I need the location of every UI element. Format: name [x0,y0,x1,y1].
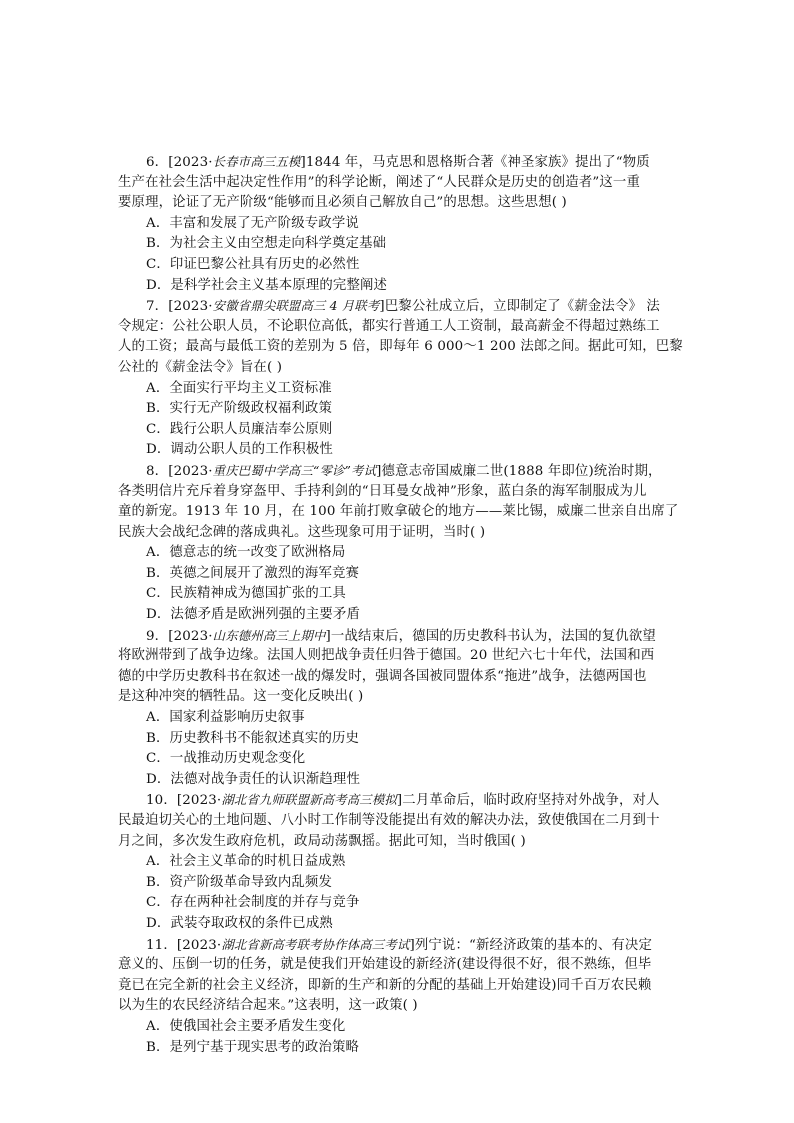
option-b: B．资产阶级革命导致内乱频发 [146,874,333,890]
option-c: C．一战推动历史观念变化 [146,751,306,767]
option-b: B．历史教科书不能叙述真实的历史 [146,730,360,746]
question-stem-line: 要原理，论证了无产阶级“能够而且必须自己解放自己”的思想。这些思想( ) [118,195,567,211]
option-d: D．是科学社会主义基本原理的完整阐述 [146,277,388,293]
option-c: C．印证巴黎公社具有历史的必然性 [146,256,360,272]
question-stem-line: 人的工资；最高与最低工资的差别为 5 倍，即每年 6 000～1 200 法郎之间。据此可知，巴黎 [118,339,683,355]
question-stem-line: 竟已在完全新的社会主义经济，即新的生产和新的分配的基础上开始建设)同千百万农民赖 [118,977,652,993]
question-source: 湖北省新高考联考协作体高三考试 [221,936,410,952]
question-stem-line: 是这种冲突的牺牲品。这一变化反映出( ) [118,689,364,705]
question-stem-text: ]二月革命后，临时政府坚持对外战争，对人 [396,793,660,809]
question-stem-line [118,461,680,482]
question-stem-line [118,152,680,173]
question-number: 9．[2023· [146,628,213,644]
question-source: 安徽省鼎尖联盟高三 4 月联考 [212,298,380,314]
option-a: A．丰富和发展了无产阶级专政学说 [146,215,359,231]
question-number: 11．[2023· [146,937,222,953]
option-a: A．使俄国社会主要矛盾发生变化 [146,1018,346,1034]
question-stem-line: 以为生的农民经济结合起来。”这表明，这一政策( ) [118,998,418,1014]
option-d: D．调动公职人员的工作积极性 [146,442,333,458]
question-stem-line: 公社的《薪金法令》旨在( ) [118,359,283,375]
question-9 [118,626,680,791]
option-b: B．是列宁基于现实思考的政治策略 [146,1039,360,1055]
question-stem-line [118,296,680,317]
question-8 [118,461,680,626]
question-number: 6．[2023· [146,155,213,170]
question-stem-line: 将欧洲带到了战争边缘。法国人则把战争责任归咎于德国。20 世纪六七十年代，法国和西 [118,648,655,664]
option-b: B．为社会主义由空想走向科学奠定基础 [146,236,387,252]
question-list [118,152,683,1058]
option-a: A．全面实行平均主义工资标准 [146,380,332,396]
option-c: C．民族精神成为德国扩张的工具 [146,586,346,602]
question-source: 长春市高三五模 [212,154,301,169]
question-stem-text: ]德意志帝国威廉二世(1888 年即位)统治时期， [376,463,662,479]
option-a: A．德意志的统一改变了欧洲格局 [146,545,346,561]
question-number: 7．[2023· [146,299,213,315]
question-stem-line: 民最迫切关心的土地问题、八小时工作制等没能提出有效的解决办法，致使俄国在二月到十 [118,813,660,828]
option-a: A．社会主义革命的时机日益成熟 [146,854,346,870]
question-stem-line [118,935,680,956]
question-7 [118,296,683,461]
question-stem-text: ]巴黎公社成立后，立即制定了《薪金法令》 法 [379,299,660,315]
question-stem-line: 令规定：公社公职人员，不论职位高低，都实行普通工人工资制，最高薪金不得超过熟练工 [118,318,660,334]
question-stem-text: ]1844 年，马克思和恩格斯合著《神圣家族》提出了“物质 [300,155,650,170]
question-stem-line: 德的中学历史教科书在叙述一战的爆发时，强调各国被同盟体系“拖进”战争，法德两国也 [118,668,647,684]
question-stem-line: 各类明信片充斥着身穿盔甲、手持利剑的“日耳曼女战神”形象，蓝白条的海军制服成为儿 [118,483,647,499]
question-10 [118,790,680,934]
question-stem-line [118,626,680,647]
question-stem-line: 童的新宠。1913 年 10 月，在 100 年前打败拿破仑的地方——莱比锡，威廉二世亲自出席了 [118,504,679,520]
question-source: 重庆巴蜀中学高三“零诊”考试 [212,462,377,478]
question-number: 8．[2023· [146,463,213,479]
question-stem-line: 意义的、压倒一切的任务，就是使我们开始建设的新经济(建设得很不好，很不熟练，但毕 [118,957,652,973]
question-6 [118,152,680,296]
option-d: D．法德对战争责任的认识渐趋理性 [146,771,360,787]
question-stem-line: 月之间，多次发生政府危机，政局动荡飘摇。据此可知，当时俄国( ) [118,833,526,849]
option-c: C．存在两种社会制度的并存与竞争 [146,895,360,911]
question-stem-line: 生产在社会生活中起决定性作用”的科学论断，阐述了“人民群众是历史的创造者”这一重 [118,174,640,190]
option-d: D．武装夺取政权的条件已成熟 [146,915,333,931]
option-a: A．国家利益影响历史叙事 [146,710,305,726]
question-stem-line: 民族大会战纪念碑的落成典礼。这些现象可用于证明，当时( ) [118,524,486,540]
question-source: 山东德州高三上期中 [212,627,326,643]
option-b: B．英德之间展开了激烈的海军竞赛 [146,565,360,581]
question-stem-line [118,790,680,811]
option-b: B．实行无产阶级政权福利政策 [146,401,333,417]
question-number: 10．[2023· [146,793,222,809]
question-source: 湖北省九师联盟新高考高三模拟 [221,792,397,808]
question-stem-text: ]一战结束后，德国的历史教科书认为，法国的复仇欲望 [325,628,656,644]
question-11 [118,935,680,1059]
option-c: C．践行公职人员廉洁奉公原则 [146,421,333,437]
question-stem-text: ]列宁说：“新经济政策的基本的、有决定 [409,937,653,953]
option-d: D．法德矛盾是欧洲列强的主要矛盾 [146,607,360,623]
